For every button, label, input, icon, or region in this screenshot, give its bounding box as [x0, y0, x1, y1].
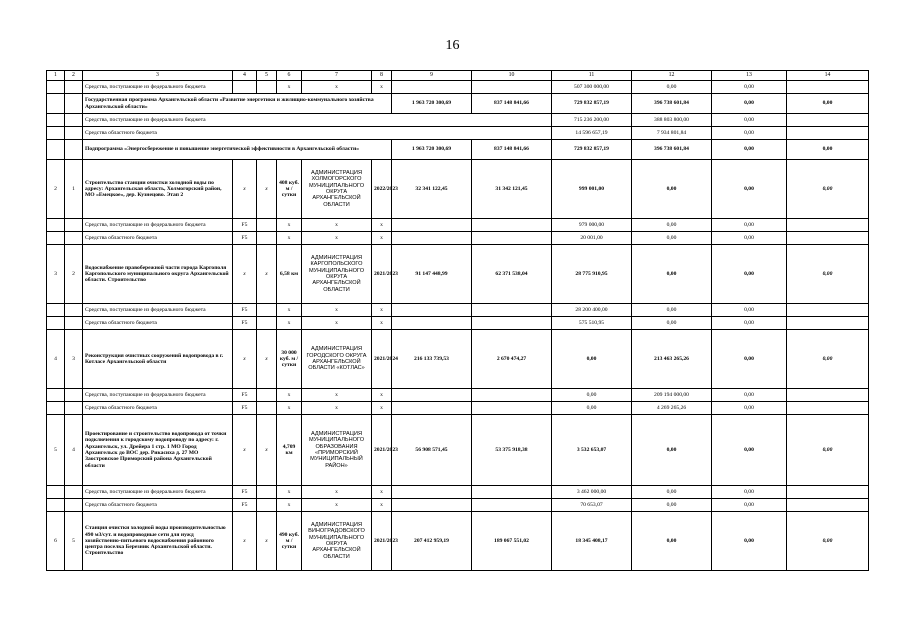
code-cell: F5 [233, 402, 257, 415]
empty-cell [47, 81, 65, 94]
period-cell: х [372, 232, 392, 245]
amount-cell [392, 81, 472, 94]
empty-cell [257, 499, 277, 512]
column-header: 11 [552, 71, 632, 81]
table-row [47, 499, 869, 512]
table-body [47, 71, 869, 571]
agency-cell: х [302, 81, 372, 94]
source-name: Средства, поступающие из федерального бюджета [83, 304, 233, 317]
capacity-cell: х [277, 402, 302, 415]
code-cell: х [233, 330, 257, 389]
amount-cell: 729 832 857,19 [552, 94, 632, 114]
period-cell: х [372, 389, 392, 402]
amount-cell: 396 738 601,84 [632, 94, 712, 114]
amount-cell: 979 000,00 [552, 219, 632, 232]
amount-cell [472, 317, 552, 330]
table-row [47, 81, 869, 94]
amount-cell: 0,00 [712, 245, 787, 304]
amount-cell [472, 304, 552, 317]
code-cell: х [233, 245, 257, 304]
code-cell: F5 [233, 317, 257, 330]
empty-cell [257, 81, 277, 94]
amount-cell: 1 963 720 300,69 [392, 140, 472, 160]
amount-cell: 209 194 000,00 [632, 389, 712, 402]
amount-cell: 14 596 657,19 [552, 127, 632, 140]
agency-cell: х [302, 232, 372, 245]
column-header: 4 [233, 71, 257, 81]
empty-cell [47, 94, 65, 114]
empty-cell [65, 127, 83, 140]
amount-cell: 0,00 [712, 114, 787, 127]
column-header: 7 [302, 71, 372, 81]
amount-cell: 0,00 [787, 94, 869, 114]
amount-cell: 91 147 448,99 [392, 245, 472, 304]
amount-cell [392, 232, 472, 245]
amount-cell [392, 402, 472, 415]
table-row [47, 317, 869, 330]
amount-cell: 507 300 000,00 [552, 81, 632, 94]
amount-cell: 0,00 [712, 94, 787, 114]
empty-cell [65, 81, 83, 94]
table-row [47, 330, 869, 389]
amount-cell: 0,00 [632, 304, 712, 317]
project-name: Водоснабжение правобережной части города Каргополя Каргопольского муниципального округа Архангельской области. Строительство [83, 245, 233, 304]
empty-cell [65, 232, 83, 245]
amount-cell: 0,00 [712, 160, 787, 219]
capacity-cell: 408 куб. м / сутки [277, 160, 302, 219]
amount-cell [392, 219, 472, 232]
amount-cell: 0,00 [632, 512, 712, 571]
code-cell: х [257, 160, 277, 219]
capacity-cell: 30 000 куб. м / сутки [277, 330, 302, 389]
capacity-cell: х [277, 389, 302, 402]
project-name: Строительство станции очистки холодной воды по адресу: Архангельская область, Холмогорский район, МО «Емецкое», дер. Кузнецово. Этап 2 [83, 160, 233, 219]
source-name: Средства областного бюджета [83, 317, 233, 330]
period-cell: 2022/2023 [372, 160, 392, 219]
code-cell: х [257, 512, 277, 571]
amount-cell: 0,00 [632, 499, 712, 512]
column-header: 5 [257, 71, 277, 81]
amount-cell [392, 486, 472, 499]
amount-cell [472, 402, 552, 415]
table-row [47, 389, 869, 402]
agency-cell: АДМИНИСТРАЦИЯ ВИНОГРАДОВСКОГО МУНИЦИПАЛЬНОГО ОКРУГА АРХАНГЕЛЬСКОЙ ОБЛАСТИ [302, 512, 372, 571]
code-cell: F5 [233, 304, 257, 317]
capacity-cell: 6,58 км [277, 245, 302, 304]
capacity-cell: х [277, 499, 302, 512]
period-cell: 2021/2024 [372, 330, 392, 389]
period-cell: х [372, 219, 392, 232]
amount-cell: 1 963 720 300,69 [392, 94, 472, 114]
code-cell: х [233, 160, 257, 219]
code-cell: х [257, 245, 277, 304]
empty-cell [65, 219, 83, 232]
amount-cell: 0,00 [632, 415, 712, 486]
column-header: 13 [712, 71, 787, 81]
amount-cell [392, 304, 472, 317]
amount-cell: 0,00 [632, 245, 712, 304]
table-row [47, 114, 869, 127]
amount-cell: 2 670 474,27 [472, 330, 552, 389]
amount-cell [787, 81, 869, 94]
period-cell: 2021/2023 [372, 245, 392, 304]
empty-cell [47, 114, 65, 127]
code-cell: х [233, 415, 257, 486]
empty-cell [47, 499, 65, 512]
agency-cell: х [302, 317, 372, 330]
program-name: Государственная программа Архангельской области «Развитие энергетики и жилищно-коммунального хозяйства Архангельской области» [83, 94, 392, 114]
table-row [47, 127, 869, 140]
empty-cell [257, 486, 277, 499]
project-name: Проектирование и строительство водопровода от точки подключения к городскому водопроводу по адресу: г. Архангельск, ул. Дрейера 1 стр. 1 МО Город Архангельск до ВОС дер. Рикасиха д. 27 МО Заостровское Приморский района Архангельской области [83, 415, 233, 486]
amount-cell [787, 402, 869, 415]
amount-cell: 575 510,95 [552, 317, 632, 330]
item-number: 5 [65, 512, 83, 571]
empty-cell [65, 140, 83, 160]
period-cell: х [372, 81, 392, 94]
agency-cell: х [302, 486, 372, 499]
source-name: Средства областного бюджета [83, 127, 552, 140]
empty-cell [257, 304, 277, 317]
amount-cell: 28 200 400,00 [552, 304, 632, 317]
amount-cell: 28 775 910,95 [552, 245, 632, 304]
amount-cell: 0,00 [632, 219, 712, 232]
empty-cell [47, 140, 65, 160]
empty-cell [257, 389, 277, 402]
empty-cell [65, 304, 83, 317]
empty-cell [65, 389, 83, 402]
empty-cell [65, 499, 83, 512]
amount-cell [787, 304, 869, 317]
amount-cell [787, 486, 869, 499]
agency-cell: АДМИНИСТРАЦИЯ ХОЛМОГОРСКОГО МУНИЦИПАЛЬНОГО ОКРУГА АРХАНГЕЛЬСКОЙ ОБЛАСТИ [302, 160, 372, 219]
empty-cell [257, 219, 277, 232]
row-number: 3 [47, 245, 65, 304]
amount-cell: 32 341 122,45 [392, 160, 472, 219]
amount-cell [472, 232, 552, 245]
agency-cell: х [302, 219, 372, 232]
period-cell: х [372, 304, 392, 317]
amount-cell: 0,00 [712, 232, 787, 245]
source-name: Средства, поступающие из федерального бюджета [83, 219, 233, 232]
period-cell: 2021/2023 [372, 512, 392, 571]
amount-cell: 0,00 [712, 219, 787, 232]
amount-cell: 0,00 [787, 160, 869, 219]
source-name: Средства, поступающие из федерального бюджета [83, 389, 233, 402]
code-cell: F5 [233, 499, 257, 512]
capacity-cell: х [277, 219, 302, 232]
empty-cell [787, 127, 869, 140]
amount-cell: 0,00 [552, 330, 632, 389]
empty-cell [47, 389, 65, 402]
amount-cell: 20 001,00 [552, 232, 632, 245]
empty-cell [47, 486, 65, 499]
amount-cell: 396 738 601,84 [632, 140, 712, 160]
amount-cell: 0,00 [632, 81, 712, 94]
table-row [47, 512, 869, 571]
amount-cell: 388 803 800,00 [632, 114, 712, 127]
amount-cell: 207 412 959,19 [392, 512, 472, 571]
empty-cell [65, 94, 83, 114]
source-name: Средства, поступающие из федерального бюджета [83, 486, 233, 499]
amount-cell: 0,00 [552, 402, 632, 415]
amount-cell: 0,00 [712, 512, 787, 571]
empty-cell [65, 317, 83, 330]
table-row [47, 486, 869, 499]
amount-cell: 0,00 [712, 486, 787, 499]
amount-cell: 715 236 200,00 [552, 114, 632, 127]
amount-cell: 213 463 265,26 [632, 330, 712, 389]
amount-cell [787, 389, 869, 402]
amount-cell [472, 389, 552, 402]
amount-cell [787, 499, 869, 512]
item-number: 2 [65, 245, 83, 304]
table-row [47, 219, 869, 232]
period-cell: 2021/2023 [372, 415, 392, 486]
amount-cell: 53 375 918,38 [472, 415, 552, 486]
code-cell [233, 81, 257, 94]
empty-cell [65, 486, 83, 499]
amount-cell [787, 317, 869, 330]
amount-cell: 0,00 [712, 330, 787, 389]
source-name: Средства областного бюджета [83, 232, 233, 245]
amount-cell: 729 832 857,19 [552, 140, 632, 160]
column-header: 12 [632, 71, 712, 81]
amount-cell: 18 345 408,17 [552, 512, 632, 571]
amount-cell [472, 81, 552, 94]
page-number: 16 [445, 38, 460, 53]
amount-cell: 4 269 265,26 [632, 402, 712, 415]
amount-cell: 0,00 [632, 317, 712, 330]
amount-cell: 0,00 [712, 415, 787, 486]
agency-cell: х [302, 389, 372, 402]
amount-cell [392, 499, 472, 512]
amount-cell [787, 232, 869, 245]
amount-cell: 62 371 538,04 [472, 245, 552, 304]
amount-cell: 0,00 [787, 245, 869, 304]
amount-cell: 0,00 [712, 81, 787, 94]
amount-cell: 0,00 [787, 415, 869, 486]
amount-cell: 0,00 [632, 232, 712, 245]
column-header: 2 [65, 71, 83, 81]
row-number: 5 [47, 415, 65, 486]
amount-cell: 0,00 [712, 402, 787, 415]
amount-cell: 70 653,07 [552, 499, 632, 512]
capacity-cell: х [277, 232, 302, 245]
period-cell: х [372, 317, 392, 330]
amount-cell: 0,00 [552, 389, 632, 402]
amount-cell: 0,00 [632, 160, 712, 219]
amount-cell [392, 389, 472, 402]
amount-cell: 0,00 [787, 330, 869, 389]
code-cell: х [233, 512, 257, 571]
amount-cell: 999 001,00 [552, 160, 632, 219]
code-cell: F5 [233, 219, 257, 232]
source-name: Средства областного бюджета [83, 402, 233, 415]
row-number: 4 [47, 330, 65, 389]
empty-cell [47, 127, 65, 140]
amount-cell: 0,00 [712, 304, 787, 317]
amount-cell [472, 486, 552, 499]
empty-cell [47, 219, 65, 232]
item-number: 3 [65, 330, 83, 389]
amount-cell: 189 067 551,02 [472, 512, 552, 571]
item-number: 1 [65, 160, 83, 219]
amount-cell [787, 219, 869, 232]
period-cell: х [372, 499, 392, 512]
amount-cell: 0,00 [632, 486, 712, 499]
amount-cell: 216 133 739,53 [392, 330, 472, 389]
table-row [47, 232, 869, 245]
empty-cell [47, 304, 65, 317]
amount-cell: 0,00 [712, 499, 787, 512]
empty-cell [257, 402, 277, 415]
code-cell: х [257, 330, 277, 389]
agency-cell: АДМИНИСТРАЦИЯ КАРГОПОЛЬСКОГО МУНИЦИПАЛЬНОГО ОКРУГА АРХАНГЕЛЬСКОЙ ОБЛАСТИ [302, 245, 372, 304]
agency-cell: х [302, 499, 372, 512]
code-cell: F5 [233, 389, 257, 402]
empty-cell [257, 232, 277, 245]
source-name: Средства, поступающие из федерального бюджета [83, 114, 552, 127]
column-header: 1 [47, 71, 65, 81]
amount-cell: 0,00 [712, 317, 787, 330]
agency-cell: АДМИНИСТРАЦИЯ ГОРОДСКОГО ОКРУГА АРХАНГЕЛЬСКОЙ ОБЛАСТИ «КОТЛАС» [302, 330, 372, 389]
agency-cell: х [302, 402, 372, 415]
empty-cell [65, 402, 83, 415]
table-row [47, 160, 869, 219]
amount-cell: 7 934 801,84 [632, 127, 712, 140]
amount-cell [392, 317, 472, 330]
amount-cell: 56 908 571,45 [392, 415, 472, 486]
table-row [47, 94, 869, 114]
amount-cell: 3 462 000,00 [552, 486, 632, 499]
code-cell: F5 [233, 232, 257, 245]
amount-cell [472, 219, 552, 232]
amount-cell: 3 532 653,07 [552, 415, 632, 486]
capacity-cell: 4,709 км [277, 415, 302, 486]
table-row [47, 140, 869, 160]
source-name: Средства областного бюджета [83, 499, 233, 512]
code-cell: F5 [233, 486, 257, 499]
column-header: 14 [787, 71, 869, 81]
capacity-cell: х [277, 486, 302, 499]
table-row [47, 304, 869, 317]
column-header: 8 [372, 71, 392, 81]
empty-cell [257, 317, 277, 330]
empty-cell [47, 317, 65, 330]
column-header: 6 [277, 71, 302, 81]
code-cell: х [257, 415, 277, 486]
column-header: 3 [83, 71, 233, 81]
amount-cell: 0,00 [712, 127, 787, 140]
budget-table [46, 70, 869, 571]
amount-cell: 837 148 841,66 [472, 140, 552, 160]
column-header: 10 [472, 71, 552, 81]
empty-cell [47, 402, 65, 415]
project-name: Станция очистки холодной воды производительностью 490 м3/сут. и водопроводные сети для нужд хозяйственно-питьевого водоснабжения районного центра поселка Березник Архангельской области. Строительство [83, 512, 233, 571]
table-row [47, 415, 869, 486]
empty-cell [47, 232, 65, 245]
amount-cell: 0,00 [712, 140, 787, 160]
row-number: 2 [47, 160, 65, 219]
column-header: 9 [392, 71, 472, 81]
amount-cell: 0,00 [712, 389, 787, 402]
amount-cell: 0,00 [787, 512, 869, 571]
program-name: Подпрограмма «Энергосбережение и повышение энергетической эффективности в Архангельской области» [83, 140, 392, 160]
page-cut-edge [46, 636, 868, 640]
capacity-cell: 490 куб. м / сутки [277, 512, 302, 571]
capacity-cell: х [277, 304, 302, 317]
agency-cell: х [302, 304, 372, 317]
table-row [47, 402, 869, 415]
period-cell: х [372, 486, 392, 499]
source-name: Средства, поступающие из федерального бюджета [83, 81, 233, 94]
empty-cell [787, 114, 869, 127]
capacity-cell: х [277, 81, 302, 94]
row-number: 6 [47, 512, 65, 571]
project-name: Реконструкция очистных сооружений водопровода в г. Котласе Архангельской области [83, 330, 233, 389]
amount-cell: 0,00 [787, 140, 869, 160]
item-number: 4 [65, 415, 83, 486]
period-cell: х [372, 402, 392, 415]
header-row [47, 71, 869, 81]
amount-cell: 31 342 121,45 [472, 160, 552, 219]
amount-cell [472, 499, 552, 512]
agency-cell: АДМИНИСТРАЦИЯ МУНИЦИПАЛЬНОГО ОБРАЗОВАНИЯ «ПРИМОРСКИЙ МУНИЦИПАЛЬНЫЙ РАЙОН» [302, 415, 372, 486]
capacity-cell: х [277, 317, 302, 330]
amount-cell: 837 148 841,66 [472, 94, 552, 114]
empty-cell [65, 114, 83, 127]
table-row [47, 245, 869, 304]
